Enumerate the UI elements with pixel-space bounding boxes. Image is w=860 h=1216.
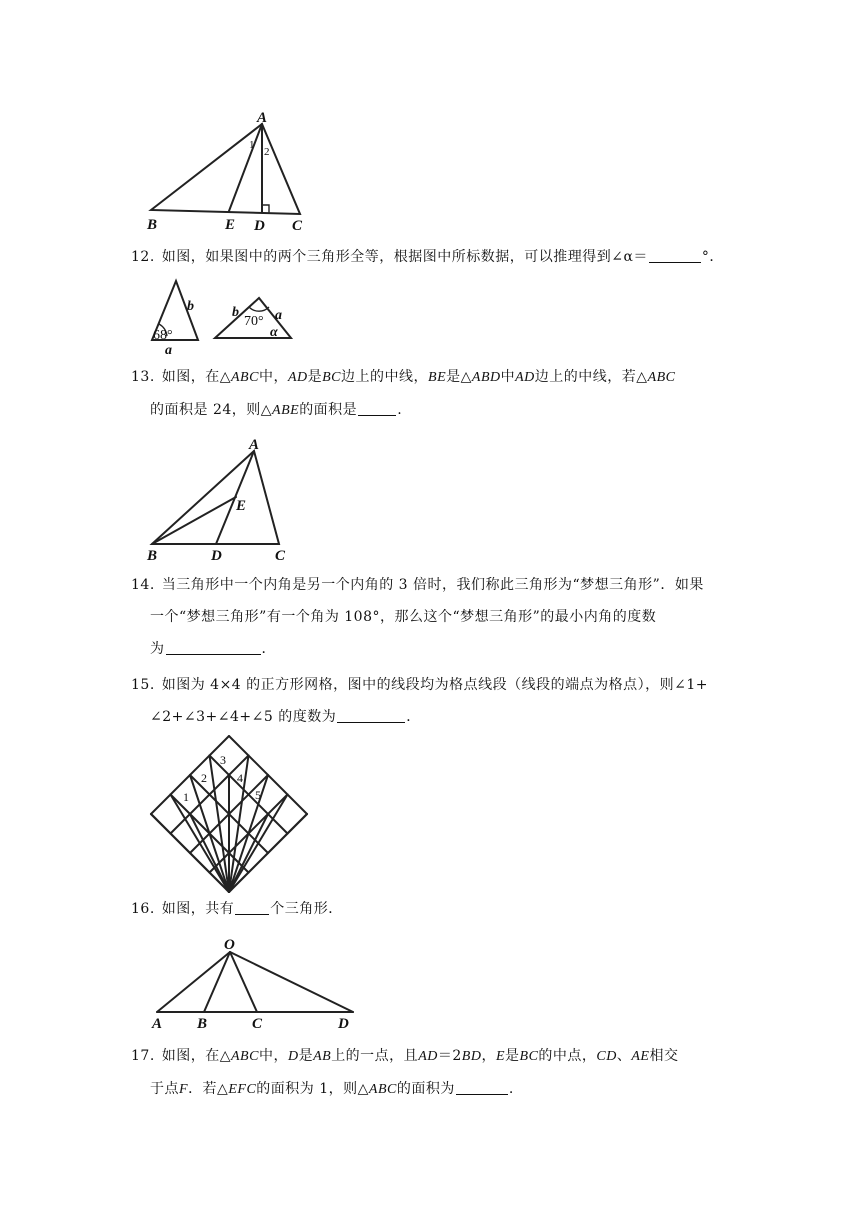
fan-segment <box>190 775 229 892</box>
segments-from-bottom-vertex <box>151 756 307 893</box>
label-d: D <box>211 548 222 564</box>
segment-od <box>230 952 353 1012</box>
segment-oc <box>230 952 257 1012</box>
math: CD <box>596 1049 617 1064</box>
text: 当三角形中一个内角是另一个内角的 3 倍时，我们称此三角形为“梦想三角形”．如果 <box>161 577 704 593</box>
label-d: D <box>338 1016 349 1032</box>
question-14 <box>131 569 751 665</box>
right-side-b: b <box>232 305 239 320</box>
text: 是 <box>505 1048 520 1064</box>
math-be: BE <box>428 370 447 385</box>
text: 如图，共有 <box>161 901 235 917</box>
text: 为 <box>150 641 165 657</box>
text: 如图为 4×4 的正方形网格，图中的线段均为格点线段（线段的端点为格点），则∠1+ <box>161 677 709 693</box>
answer-blank[interactable] <box>456 1079 508 1095</box>
label-c: C <box>252 1016 263 1032</box>
text: 是 <box>307 369 323 385</box>
text: 中， <box>258 369 288 385</box>
figure-q15-grid <box>145 734 315 896</box>
answer-blank[interactable] <box>235 899 269 915</box>
label-b: B <box>147 217 158 233</box>
text: 相交 <box>649 1048 679 1064</box>
math-abc: ABC <box>231 370 259 385</box>
angle-1-label: 1 <box>249 139 255 151</box>
figure-q16-triangles <box>140 930 370 1032</box>
answer-blank[interactable] <box>166 639 261 655</box>
label-c: C <box>275 548 286 564</box>
label-d: D <box>254 218 265 234</box>
label-a: A <box>152 1016 163 1032</box>
right-side-a: a <box>275 308 282 323</box>
math: EFC <box>228 1082 257 1097</box>
question-line-2: 一个“梦想三角形”有一个角为 108°，那么这个“梦想三角形”的最小内角的度数 <box>150 609 657 625</box>
text: 边上的中线， <box>341 369 429 385</box>
angle-5-label: 5 <box>255 788 261 802</box>
figure-q12-congruent-triangles <box>140 276 300 360</box>
math-bc: BC <box>322 370 342 385</box>
figure-q11-triangle <box>140 108 320 236</box>
math-ad: AD <box>515 370 535 385</box>
text: . <box>397 402 403 418</box>
text: 边上的中线，若△ <box>534 369 648 385</box>
segment-oa <box>157 952 230 1012</box>
question-line-1 <box>131 569 751 601</box>
question-line-1 <box>131 669 751 701</box>
text: 上的一点，且 <box>331 1048 419 1064</box>
answer-blank[interactable] <box>358 400 396 416</box>
text: ＝2 <box>437 1048 462 1064</box>
angle-2-label: 2 <box>201 771 207 785</box>
text: 中， <box>258 1048 288 1064</box>
answer-blank[interactable] <box>337 707 405 723</box>
question-17 <box>131 1040 751 1106</box>
label-o: O <box>224 937 235 953</box>
question-number: 16. <box>131 901 155 917</box>
text: 是△ <box>446 369 472 385</box>
math: F <box>179 1082 189 1097</box>
text: 中 <box>500 369 516 385</box>
left-angle-68: 68° <box>153 328 173 343</box>
text: 的中点， <box>538 1048 597 1064</box>
math-abe: ABE <box>272 403 300 418</box>
question-number: 15. <box>131 677 155 693</box>
question-13 <box>131 361 751 427</box>
question-number: 13. <box>131 369 155 385</box>
label-c: C <box>292 218 303 234</box>
text: ， <box>481 1048 496 1064</box>
text: . <box>508 1081 514 1097</box>
text: 的面积为 <box>396 1081 455 1097</box>
math: AB <box>313 1049 332 1064</box>
math: ABC <box>368 1082 397 1097</box>
triangle-abc <box>152 451 279 544</box>
question-line-3 <box>131 633 751 665</box>
math-ad: AD <box>287 370 308 385</box>
label-e: E <box>236 498 247 514</box>
text: 于点 <box>150 1081 179 1097</box>
question-line-2 <box>131 394 751 427</box>
angle-1-label: 1 <box>183 790 189 804</box>
math: ABC <box>231 1049 259 1064</box>
question-number: 14. <box>131 577 155 593</box>
text: ． <box>261 641 276 657</box>
text: ．若△ <box>188 1081 229 1097</box>
question-line-1 <box>131 361 751 394</box>
figure-q13-triangle <box>140 434 300 564</box>
median-be <box>152 497 236 544</box>
text: 的面积是 <box>299 402 358 418</box>
text: 的面积是 24，则△ <box>150 402 273 418</box>
question-text: 如图，如果图中的两个三角形全等，根据图中所标数据，可以推理得到∠α＝ <box>161 249 648 265</box>
text: 如图，在△ <box>161 1048 231 1064</box>
math-abd: ABD <box>471 370 501 385</box>
left-side-a: a <box>165 343 172 358</box>
math-abc: ABC <box>647 370 676 385</box>
math: AD <box>418 1049 438 1064</box>
question-number: 17. <box>131 1048 155 1064</box>
question-16 <box>131 893 751 925</box>
right-angle-mark <box>262 205 269 212</box>
text: 、 <box>616 1048 632 1064</box>
text: ∠2+∠3+∠4+∠5 的度数为 <box>150 709 337 725</box>
question-number: 12. <box>131 249 155 265</box>
angle-3-label: 3 <box>220 753 226 767</box>
right-angle-70: 70° <box>244 314 264 329</box>
text: 的面积为 1，则△ <box>256 1081 369 1097</box>
text: 如图，在△ <box>161 369 231 385</box>
text: 个三角形． <box>270 901 343 917</box>
label-b: B <box>197 1016 208 1032</box>
question-12 <box>131 241 751 273</box>
angle-4-label: 4 <box>237 771 243 785</box>
text: 是 <box>298 1048 314 1064</box>
label-b: B <box>147 548 158 564</box>
question-line-2 <box>131 701 751 733</box>
triangle-abc <box>151 124 300 214</box>
angle-2-label: 2 <box>264 146 270 158</box>
text: ． <box>406 709 421 725</box>
question-text-end: °． <box>701 249 724 265</box>
math: AE <box>631 1049 650 1064</box>
math: BC <box>519 1049 539 1064</box>
segment-ob <box>204 952 230 1012</box>
answer-blank[interactable] <box>649 247 701 263</box>
left-side-b: b <box>187 299 194 314</box>
math: BD <box>461 1049 482 1064</box>
label-a: A <box>249 437 260 453</box>
question-line-2 <box>131 1073 751 1106</box>
math: D <box>287 1049 299 1064</box>
right-alpha: α <box>270 325 278 340</box>
fan-segment <box>229 775 268 892</box>
label-a: A <box>257 110 268 126</box>
question-15 <box>131 669 751 733</box>
math: E <box>495 1049 506 1064</box>
question-line-1 <box>131 1040 751 1073</box>
label-e: E <box>225 217 236 233</box>
